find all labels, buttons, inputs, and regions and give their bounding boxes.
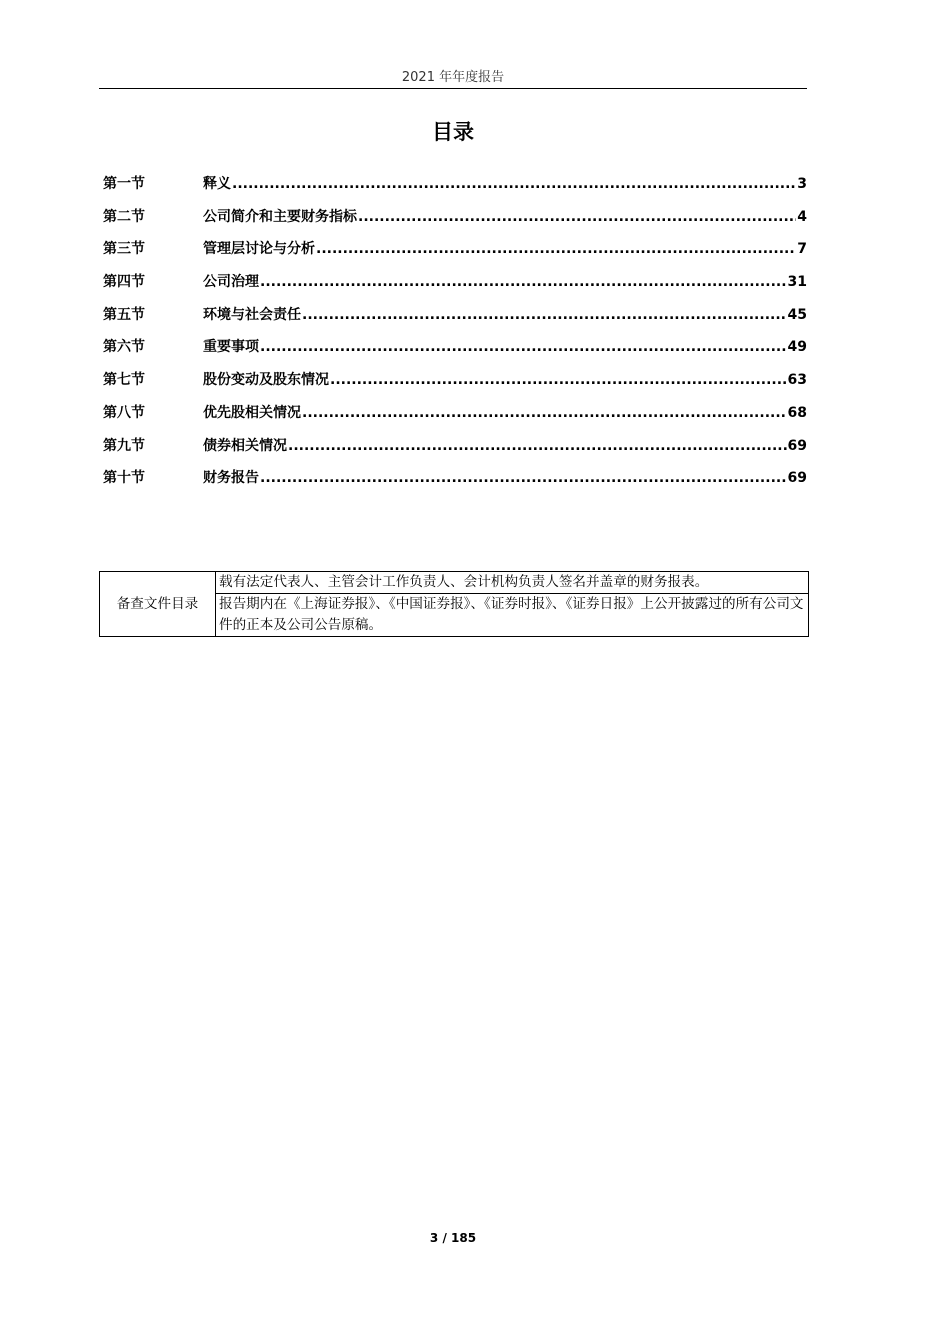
toc-entry[interactable] (103, 173, 807, 206)
toc-section-number: 第四节 (103, 274, 145, 291)
toc-page-number: 31 (787, 274, 807, 291)
toc-entry[interactable] (103, 435, 807, 468)
toc-page-number: 3 (797, 176, 807, 192)
toc-leader-dots (232, 176, 796, 192)
table-row (100, 572, 809, 594)
toc-page-number: 69 (787, 470, 807, 487)
toc-section-number: 第一节 (103, 176, 145, 192)
toc-page-number: 68 (787, 404, 807, 421)
toc-section-title: 财务报告 (203, 470, 259, 487)
toc-page-number: 4 (797, 208, 807, 225)
toc-section-title: 债券相关情况 (203, 437, 287, 454)
toc-section-title: 管理层讨论与分析 (203, 241, 315, 258)
header-divider (99, 88, 807, 89)
toc-entry[interactable] (103, 304, 807, 337)
toc-leader-dots (330, 372, 787, 388)
toc-entry[interactable] (103, 369, 807, 402)
toc-page-number: 45 (787, 306, 807, 323)
toc-entry[interactable] (103, 238, 807, 271)
reference-documents-table (99, 571, 809, 637)
reference-document-item: 载有法定代表人、主管会计工作负责人、会计机构负责人签名并盖章的财务报表。 (216, 572, 809, 594)
toc-section-title: 重要事项 (203, 339, 259, 356)
toc-section-title: 环境与社会责任 (203, 306, 301, 323)
running-header: 2021 年年度报告 (401, 70, 505, 85)
toc-leader-dots (302, 307, 787, 323)
page-number-footer: 3 / 185 (429, 1231, 477, 1245)
table-of-contents (103, 173, 807, 500)
toc-entry[interactable] (103, 467, 807, 500)
toc-entry[interactable] (103, 271, 807, 304)
reference-documents-label: 备查文件目录 (100, 572, 216, 637)
toc-section-number: 第三节 (103, 241, 145, 258)
toc-leader-dots (260, 339, 787, 355)
toc-page-number: 49 (787, 339, 807, 356)
toc-section-number: 第六节 (103, 339, 145, 356)
toc-page-number: 7 (797, 241, 807, 258)
toc-section-number: 第八节 (103, 404, 145, 421)
toc-section-number: 第十节 (103, 470, 145, 487)
toc-entry[interactable] (103, 336, 807, 369)
toc-section-number: 第七节 (103, 372, 145, 389)
page-title: 目录 (432, 120, 474, 144)
toc-leader-dots (260, 274, 787, 290)
toc-section-number: 第二节 (103, 208, 145, 225)
toc-section-title: 优先股相关情况 (203, 404, 301, 421)
toc-section-title: 释义 (203, 176, 231, 192)
toc-section-title: 公司治理 (203, 274, 259, 291)
toc-section-number: 第五节 (103, 306, 145, 323)
toc-page-number: 69 (787, 437, 807, 454)
toc-leader-dots (358, 209, 796, 225)
toc-section-number: 第九节 (103, 437, 145, 454)
toc-entry[interactable] (103, 206, 807, 239)
toc-section-title: 股份变动及股东情况 (203, 372, 329, 389)
toc-section-title: 公司简介和主要财务指标 (203, 208, 357, 225)
toc-leader-dots (316, 241, 796, 257)
toc-leader-dots (260, 470, 787, 486)
toc-leader-dots (302, 405, 787, 421)
toc-page-number: 63 (787, 372, 807, 389)
toc-entry[interactable] (103, 402, 807, 435)
reference-document-item: 报告期内在《上海证券报》、《中国证券报》、《证券时报》、《证券日报》上公开披露过的所有公司文件的正本及公司公告原稿。 (216, 594, 809, 637)
toc-leader-dots (288, 438, 787, 454)
